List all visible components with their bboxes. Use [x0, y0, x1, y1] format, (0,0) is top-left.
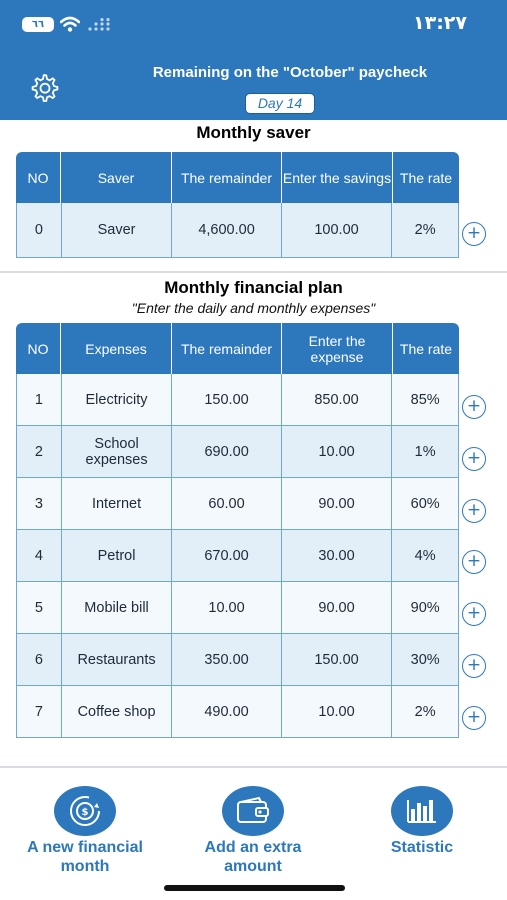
- row-entered[interactable]: 100.00: [281, 203, 392, 257]
- row-rate: 2%: [391, 203, 458, 257]
- row-name: Saver: [61, 203, 172, 257]
- row-name: Electricity: [61, 374, 172, 425]
- row-name: School expenses: [61, 426, 172, 477]
- row-entered[interactable]: 30.00: [281, 530, 392, 581]
- expenses-table: [16, 323, 459, 738]
- svg-text:$: $: [81, 807, 89, 818]
- add-expense-button[interactable]: +: [462, 447, 486, 471]
- add-expense-button[interactable]: +: [462, 499, 486, 523]
- row-no: 4: [34, 547, 43, 564]
- plan-section-subtitle: "Enter the daily and monthly expenses": [131, 300, 376, 316]
- table-row[interactable]: [16, 634, 459, 686]
- cellular-signal-icon: [88, 18, 110, 32]
- add-expense-button[interactable]: +: [462, 706, 486, 730]
- row-no: 5: [34, 599, 43, 616]
- status-time: ١٣:٢٧: [413, 12, 467, 34]
- column-header-no: NO: [27, 340, 49, 357]
- app-header: [0, 0, 507, 120]
- row-entered[interactable]: 90.00: [281, 478, 392, 529]
- column-header-no: NO: [27, 169, 49, 186]
- column-header-rate: The rate: [392, 152, 459, 203]
- add-expense-button[interactable]: +: [462, 395, 486, 419]
- saver-section-title: Monthly saver: [196, 123, 311, 142]
- row-entered[interactable]: 150.00: [281, 634, 392, 685]
- column-header-enter-expense: Enter the expense: [281, 323, 392, 374]
- new-month-label-line1: A new financial: [27, 839, 143, 856]
- add-expense-button[interactable]: +: [462, 602, 486, 626]
- row-entered[interactable]: 850.00: [281, 374, 392, 425]
- expenses-table-header: [16, 323, 459, 374]
- row-name: Mobile bill: [61, 582, 172, 633]
- row-remainder: 490.00: [171, 686, 281, 737]
- row-name: Internet: [61, 478, 172, 529]
- new-financial-month-button[interactable]: [6, 786, 164, 876]
- column-header-expenses: Expenses: [60, 323, 171, 374]
- add-saving-button[interactable]: +: [462, 222, 486, 246]
- row-name: Coffee shop: [61, 686, 172, 737]
- row-rate: 60%: [391, 478, 458, 529]
- bottom-nav: [0, 766, 507, 900]
- add-expense-button[interactable]: +: [462, 654, 486, 678]
- row-entered[interactable]: 10.00: [281, 426, 391, 477]
- column-header-enter-savings: Enter the savings: [281, 152, 392, 203]
- battery-icon: ٦٦: [22, 17, 54, 32]
- row-no: 7: [34, 703, 43, 720]
- row-rate: 4%: [391, 530, 458, 581]
- gear-icon[interactable]: [28, 72, 60, 104]
- row-no: 3: [34, 495, 43, 512]
- new-month-label-line2: month: [60, 858, 110, 875]
- row-name: Petrol: [61, 530, 172, 581]
- home-indicator[interactable]: [164, 885, 345, 891]
- extra-label-line2: amount: [224, 858, 282, 875]
- section-divider: [0, 271, 507, 273]
- row-remainder: 690.00: [171, 426, 280, 477]
- column-header-saver: Saver: [60, 152, 171, 203]
- row-remainder: 60.00: [171, 478, 281, 529]
- row-rate: 85%: [391, 374, 458, 425]
- table-row[interactable]: [16, 686, 459, 738]
- row-no: 2: [34, 443, 43, 460]
- row-no: 6: [34, 651, 43, 668]
- saver-table: [16, 152, 459, 258]
- row-no: 0: [34, 222, 43, 238]
- row-rate: 2%: [391, 686, 458, 737]
- row-name: Restaurants: [61, 634, 172, 685]
- bar-chart-icon: [391, 786, 453, 836]
- row-entered[interactable]: 90.00: [281, 582, 392, 633]
- row-rate: 30%: [391, 634, 458, 685]
- saver-table-header: [16, 152, 459, 203]
- column-header-remainder: The remainder: [171, 152, 281, 203]
- add-expense-button[interactable]: +: [462, 550, 486, 574]
- day-badge: Day 14: [245, 93, 315, 114]
- row-remainder: 10.00: [171, 582, 281, 633]
- row-remainder: 150.00: [171, 374, 281, 425]
- table-row[interactable]: [16, 478, 459, 530]
- row-remainder: 4,600.00: [171, 203, 281, 257]
- table-row[interactable]: [16, 374, 459, 426]
- table-row[interactable]: [16, 426, 459, 478]
- statistic-button[interactable]: [362, 786, 482, 857]
- page-title: Remaining on the "October" paycheck: [152, 64, 428, 81]
- column-header-rate: The rate: [392, 323, 459, 374]
- wallet-icon: [222, 786, 284, 836]
- row-entered[interactable]: 10.00: [281, 686, 392, 737]
- row-remainder: 350.00: [171, 634, 281, 685]
- row-remainder: 670.00: [171, 530, 281, 581]
- row-rate: 90%: [391, 582, 458, 633]
- plan-section-title: Monthly financial plan: [164, 278, 343, 297]
- status-bar: [0, 0, 507, 48]
- extra-label-line1: Add an extra: [204, 839, 302, 856]
- statistic-label: Statistic: [390, 839, 454, 856]
- row-no: 1: [34, 391, 43, 408]
- row-rate: 1%: [391, 426, 458, 477]
- table-row[interactable]: [16, 582, 459, 634]
- add-extra-amount-button[interactable]: [178, 786, 328, 876]
- table-row[interactable]: [16, 530, 459, 582]
- table-row[interactable]: [16, 203, 459, 258]
- wifi-icon: [60, 15, 80, 33]
- column-header-remainder: The remainder: [171, 323, 281, 374]
- coin-cycle-icon: [54, 786, 116, 836]
